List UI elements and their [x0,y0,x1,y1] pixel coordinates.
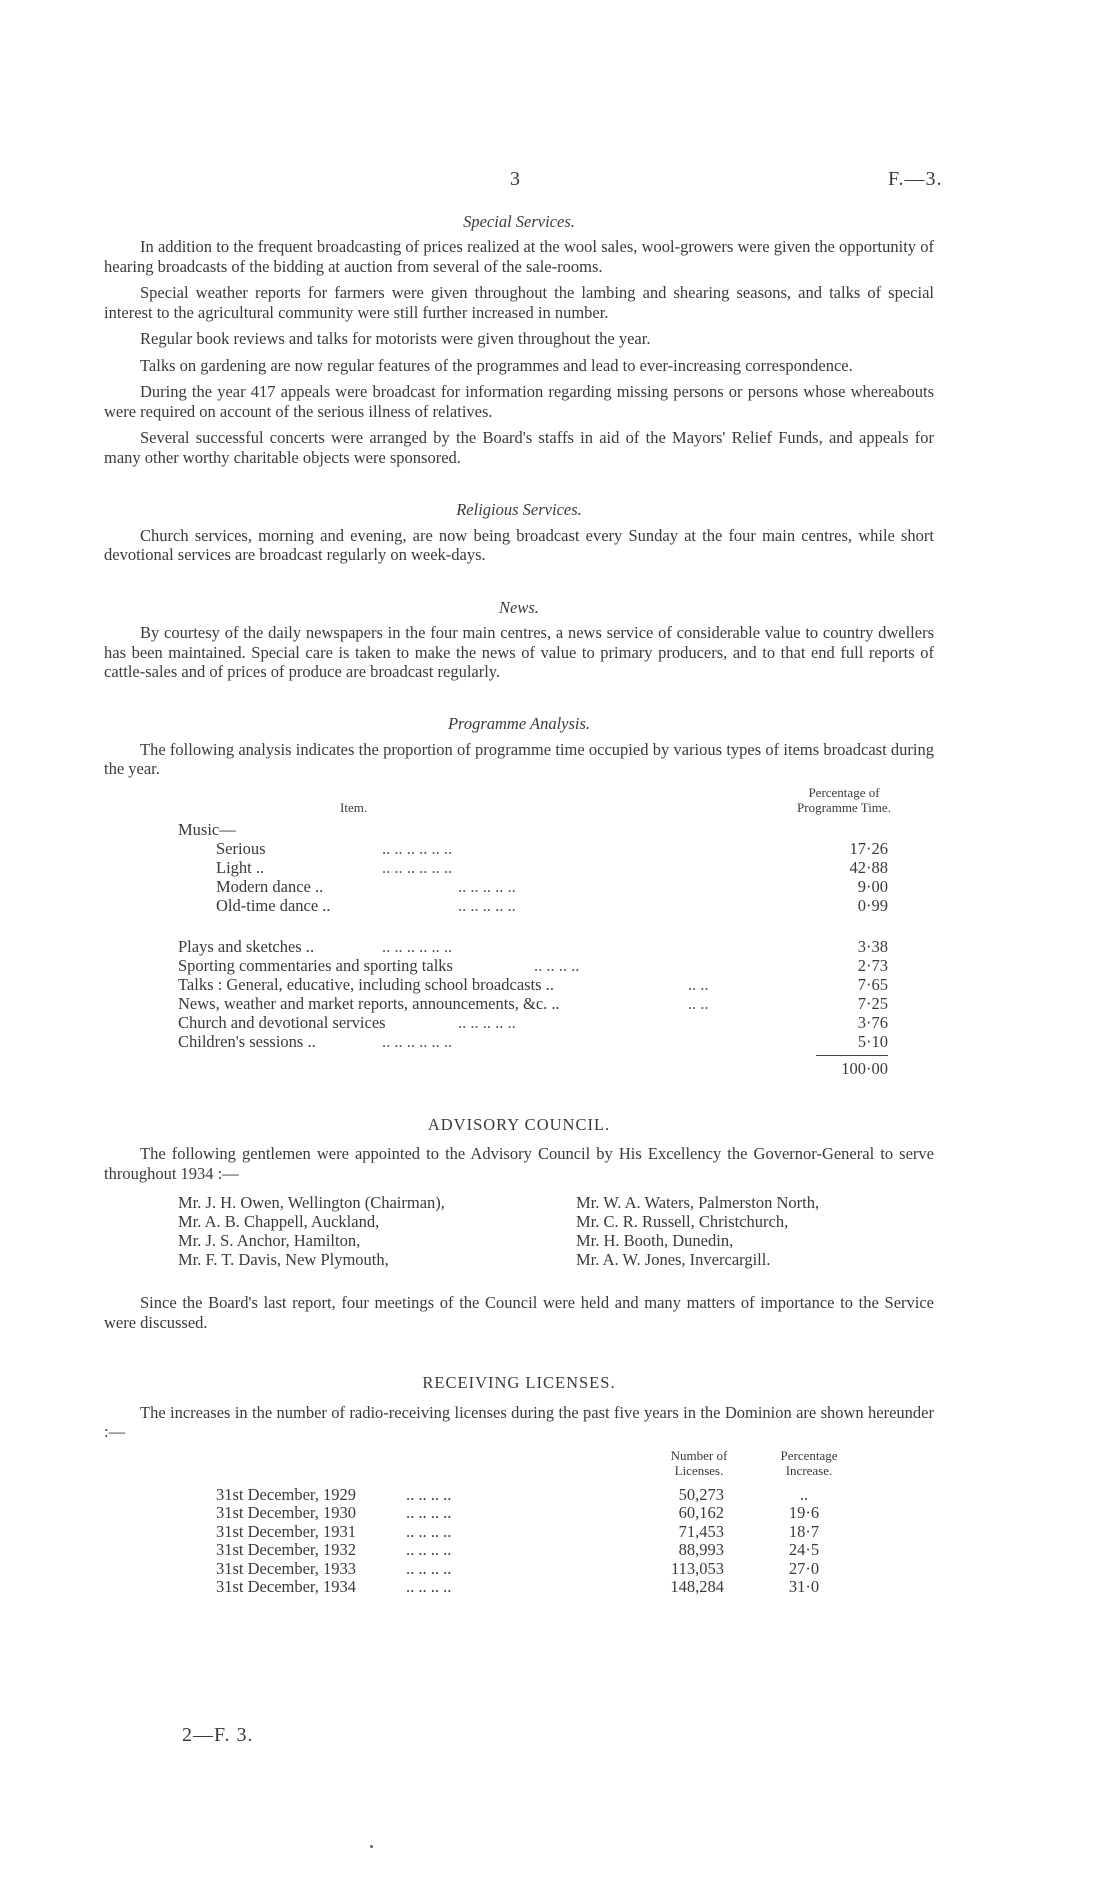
leader-dots: .. .. .. .. .. [458,876,516,896]
licenses-row-date: 31st December, 1932 [216,1540,357,1560]
leader-dots: .. .. .. .. [534,955,580,975]
licenses-row-increase: 27·0 [788,1558,820,1578]
paper-speck [370,1845,373,1848]
council-member: Mr. W. A. Waters, Palmerston North, [576,1193,820,1213]
licenses-row-increase: 18·7 [788,1521,820,1541]
leader-dots: .. .. .. .. .. [458,1012,516,1032]
analysis-row [104,1032,934,1051]
advisory-council-intro: The following gentlemen were appointed to the Advisory Council by His Excellency the Governor-General to serve throughout 1934 :— [104,1144,934,1183]
receiving-licenses-heading: RECEIVING LICENSES. [422,1373,616,1393]
council-member: Mr. F. T. Davis, New Plymouth, [178,1250,389,1270]
special-services-paragraph: In addition to the frequent broadcasting of prices realized at the wool sales, wool-growers were given the opportunity of hearing broadcasts of the bidding at auction from several of the sale-rooms. [104,237,934,276]
news-heading: News. [499,597,539,617]
analysis-row-value: 7·25 [857,993,888,1013]
analysis-row [104,937,934,956]
page-number: 3 [510,168,520,190]
advisory-council-heading: ADVISORY COUNCIL. [427,1114,611,1134]
licenses-row-increase: .. [799,1484,809,1504]
council-member: Mr. J. H. Owen, Wellington (Chairman), [178,1193,445,1213]
leader-dots: .. .. [688,974,709,994]
analysis-row-label: Talks : General, educative, including school broadcasts .. [178,974,554,994]
page-header [0,168,1114,192]
licenses-row-number: 148,284 [670,1577,724,1597]
council-member: Mr. A. W. Jones, Invercargill. [576,1250,771,1270]
analysis-total [104,1059,934,1081]
analysis-table-header [104,786,934,820]
leader-dots: .. .. .. .. [406,1558,452,1578]
council-members [104,1193,934,1277]
analysis-row-label: News, weather and market reports, announcements, &c. .. [178,993,560,1013]
licenses-row [104,1559,934,1578]
analysis-row-value: 0·99 [857,895,888,915]
analysis-row-label: Light .. [216,857,265,877]
religious-services-heading: Religious Services. [456,500,582,520]
special-services-heading: Special Services. [463,212,575,231]
licenses-table-header [104,1449,934,1485]
special-services-paragraph: Special weather reports for farmers were given throughout the lambing and shearing seasons, and talks of special interest to the agricultural community were still further increased in number. [104,283,934,322]
leader-dots: .. .. .. .. [406,1484,452,1504]
council-member: Mr. J. S. Anchor, Hamilton, [178,1231,361,1251]
leader-dots: .. .. .. .. [406,1521,452,1541]
licenses-row [104,1503,934,1522]
programme-analysis-heading: Programme Analysis. [447,714,591,734]
analysis-row-value: 42·88 [849,857,888,877]
analysis-row [104,877,934,896]
leader-dots: .. .. .. .. .. .. [382,936,453,956]
analysis-row-label: Sporting commentaries and sporting talks [178,955,453,975]
licenses-row-date: 31st December, 1933 [216,1558,357,1578]
analysis-row-value: 2·73 [857,955,888,975]
licenses-row-date: 31st December, 1931 [216,1521,357,1541]
council-member: Mr. H. Booth, Dunedin, [576,1231,734,1251]
special-services-paragraph: Several successful concerts were arranged by the Board's staffs in aid of the Mayors' Relief Funds, and appeals for many other worthy charitable objects were sponsored. [104,428,934,467]
advisory-council-closing: Since the Board's last report, four meetings of the Council were held and many matters of importance to the Service were discussed. [104,1293,934,1332]
licenses-row [104,1485,934,1504]
document-body [104,212,934,1596]
council-member: Mr. C. R. Russell, Christchurch, [576,1212,789,1232]
special-services-paragraph: Talks on gardening are now regular features of the programmes and lead to ever-increasing correspondence. [140,355,853,375]
analysis-col-item: Item. [340,799,368,815]
licenses-row-number: 113,053 [670,1558,724,1578]
analysis-col-percentage-line2: Programme Time. [797,799,891,815]
analysis-row [104,994,934,1013]
total-rule [104,1051,934,1059]
special-services-paragraph: Regular book reviews and talks for motorists were given throughout the year. [140,329,651,349]
leader-dots: .. .. .. .. .. .. [382,1031,453,1051]
analysis-row [104,839,934,858]
council-members-left [178,1193,445,1269]
analysis-row [104,956,934,975]
analysis-col-percentage-line1: Percentage of [808,784,880,800]
analysis-group-label: Music— [178,819,236,839]
analysis-row-label: Modern dance .. [216,876,324,896]
licenses-row [104,1540,934,1559]
receiving-licenses-intro: The increases in the number of radio-receiving licenses during the past five years in the Dominion are shown hereunder :— [104,1402,934,1442]
leader-dots: .. .. .. .. [406,1577,452,1597]
licenses-row-number: 50,273 [678,1484,724,1504]
analysis-row-label: Church and devotional services [178,1012,386,1032]
licenses-col-percentage-line1: Percentage [780,1447,838,1463]
licenses-col-number-line2: Licenses. [674,1462,724,1478]
analysis-row [104,896,934,915]
licenses-row-increase: 24·5 [788,1540,820,1560]
analysis-col-percentage [764,786,924,816]
analysis-row [104,1013,934,1032]
licenses-col-percentage-line2: Increase. [785,1462,833,1478]
council-member: Mr. A. B. Chappell, Auckland, [178,1212,380,1232]
licenses-col-number-line1: Number of [670,1447,728,1463]
analysis-row-label: Serious [216,838,266,858]
council-members-right [576,1193,819,1269]
analysis-total-value: 100·00 [841,1058,888,1078]
licenses-row-number: 71,453 [678,1521,724,1541]
analysis-row-value: 3·38 [857,936,888,956]
leader-dots: .. .. .. .. .. .. [382,857,453,877]
leader-dots: .. .. .. .. [406,1503,452,1523]
leader-dots: .. .. .. .. .. [458,895,516,915]
leader-dots: .. .. .. .. [406,1540,452,1560]
licenses-row-date: 31st December, 1929 [216,1484,357,1504]
licenses-row [104,1577,934,1596]
analysis-group-music [104,820,934,839]
analysis-row-label: Old-time dance .. [216,895,331,915]
analysis-row-value: 7·65 [857,974,888,994]
leader-dots: .. .. [688,993,709,1013]
analysis-row [104,975,934,994]
analysis-row-value: 5·10 [857,1031,888,1051]
licenses-row-number: 88,993 [678,1540,724,1560]
analysis-row-value: 9·00 [857,876,888,896]
analysis-row-label: Children's sessions .. [178,1031,316,1051]
licenses-row-date: 31st December, 1934 [216,1577,357,1597]
licenses-row [104,1522,934,1541]
special-services-paragraph: During the year 417 appeals were broadcast for information regarding missing persons or persons whose whereabouts were required on account of the serious illness of relatives. [104,382,934,421]
licenses-col-percentage [744,1449,874,1479]
analysis-row [104,858,934,877]
analysis-row-value: 17·26 [849,838,888,858]
page-reference: F.—3. [888,168,943,190]
licenses-row-number: 60,162 [678,1503,724,1523]
religious-services-paragraph: Church services, morning and evening, are now being broadcast every Sunday at the four main centres, while short devotional services are broadcast regularly on week-days. [104,525,934,565]
licenses-row-increase: 31·0 [788,1577,820,1597]
leader-dots: .. .. .. .. .. .. [382,838,453,858]
news-paragraph: By courtesy of the daily newspapers in the four main centres, a news service of considerable value to country dwellers has been maintained. Special care is taken to make the news of value to primary producers, and to that end full reports of cattle-sales and of prices of produce are broadcast regularly. [104,623,934,681]
licenses-row-date: 31st December, 1930 [216,1503,357,1523]
licenses-row-increase: 19·6 [788,1503,820,1523]
analysis-row-value: 3·76 [857,1012,888,1032]
programme-analysis-paragraph: The following analysis indicates the proportion of programme time occupied by various types of items broadcast during the year. [104,739,934,779]
analysis-row-label: Plays and sketches .. [178,936,315,956]
page-signature: 2—F. 3. [182,1724,254,1746]
